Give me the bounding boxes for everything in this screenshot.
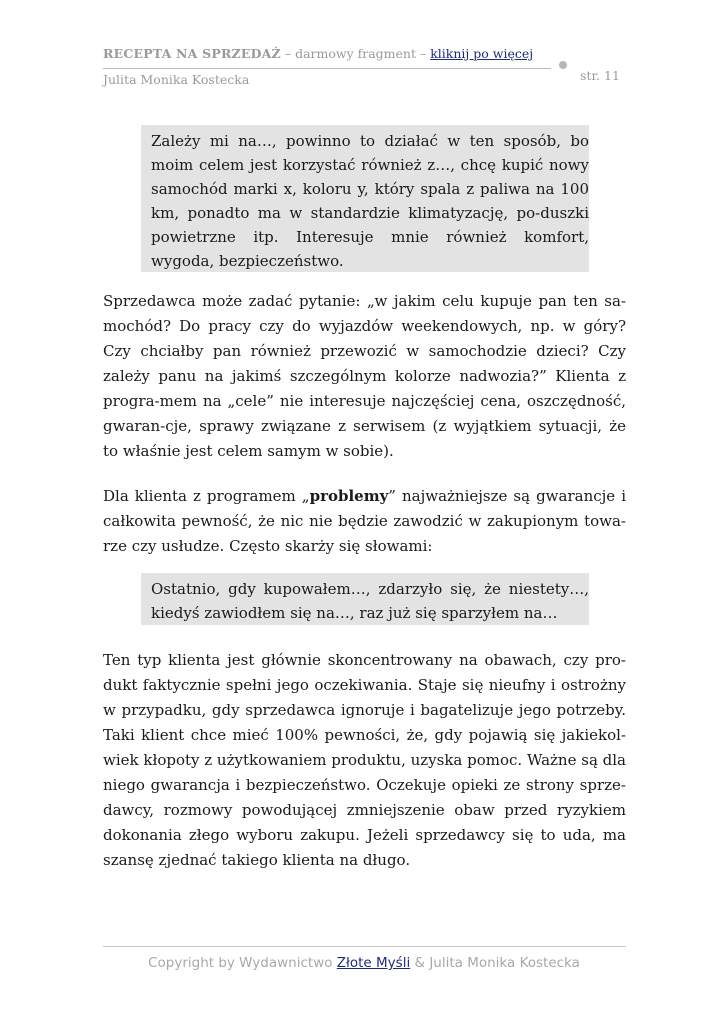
paragraph-text: ” najważniejsze są gwarancje i całkowita pewność, że nic nie będzie zawodzić w zakupionym towa-rze czy usłudze. Często skarży się słowami: [103,487,626,555]
emphasis-problems: problemy [309,487,389,505]
publisher-link[interactable]: Złote Myśli [336,955,411,971]
header-divider [103,68,551,69]
page-footer [0,955,728,971]
paragraph-text: Dla klienta z programem „ [103,487,310,505]
bullet-icon [559,61,567,69]
quote-block-goals [141,125,589,272]
quote-text: Zależy mi na…, powinno to działać w ten sposób, bo moim celem jest korzystać również z…, chcę kupić nowy samochód marki x, koloru y, który spala z paliwa na 100 km, ponadto ma w standardzie klimatyzację, po-duszki powietrzne itp. Interesuje mnie również komfort, wygoda, bezpieczeństwo. [151,132,589,270]
footer-divider [103,946,626,947]
header-subtitle: – darmowy fragment – [280,46,431,61]
header-title-line [103,46,623,61]
footer-author: & Julita Monika Kostecka [410,955,580,971]
footer-copyright: Copyright by Wydawnictwo [148,955,337,971]
page-header [103,46,623,87]
paragraph-problems [103,484,626,559]
more-link[interactable]: kliknij po więcej [430,46,534,61]
page-number: str. 11 [580,68,620,83]
paragraph-seller-question: Sprzedawca może zadać pytanie: „w jakim celu kupuje pan ten sa-mochód? Do pracy czy do wyjazdów weekendowych, np. w góry? Czy chciałby pan również przewozić w samochodzie dzieci? Czy zależy panu na jakimś szczególnym kolorze nadwozia?” Klienta z progra-mem na „cele” nie interesuje najczęściej cena, oszczędność, gwaran-cje, sprawy związane z serwisem (z wyjątkiem sytuacji, że to właśnie jest celem samym w sobie). [103,292,626,460]
book-title: RECEPTA NA SPRZEDAŻ [103,46,281,61]
quote-text: Ostatnio, gdy kupowałem…, zdarzyło się, że niestety…, kiedyś zawiodłem się na…, raz już się sparzyłem na… [151,580,589,622]
paragraph-client-type: Ten typ klienta jest głównie skoncentrowany na obawach, czy pro-dukt faktycznie spełni jego oczekiwania. Staje się nieufny i ostrożny w przypadku, gdy sprzedawca ignoruje i bagatelizuje jego potrzeby. Taki klient chce mieć 100% pewności, że, gdy pojawią się jakiekol-wiek kłopoty z użytkowaniem produktu, uzyska pomoc. Ważne są dla niego gwarancja i bezpieczeństwo. Oczekuje opieki ze strony sprze-dawcy, rozmowy powodującej zmniejszenie obaw przed ryzykiem dokonania złego wyboru zakupu. Jeżeli sprzedawcy się to uda, ma szansę zjednać takiego klienta na długo. [103,651,626,869]
quote-block-problems [141,573,589,625]
header-author: Julita Monika Kostecka [103,72,250,87]
